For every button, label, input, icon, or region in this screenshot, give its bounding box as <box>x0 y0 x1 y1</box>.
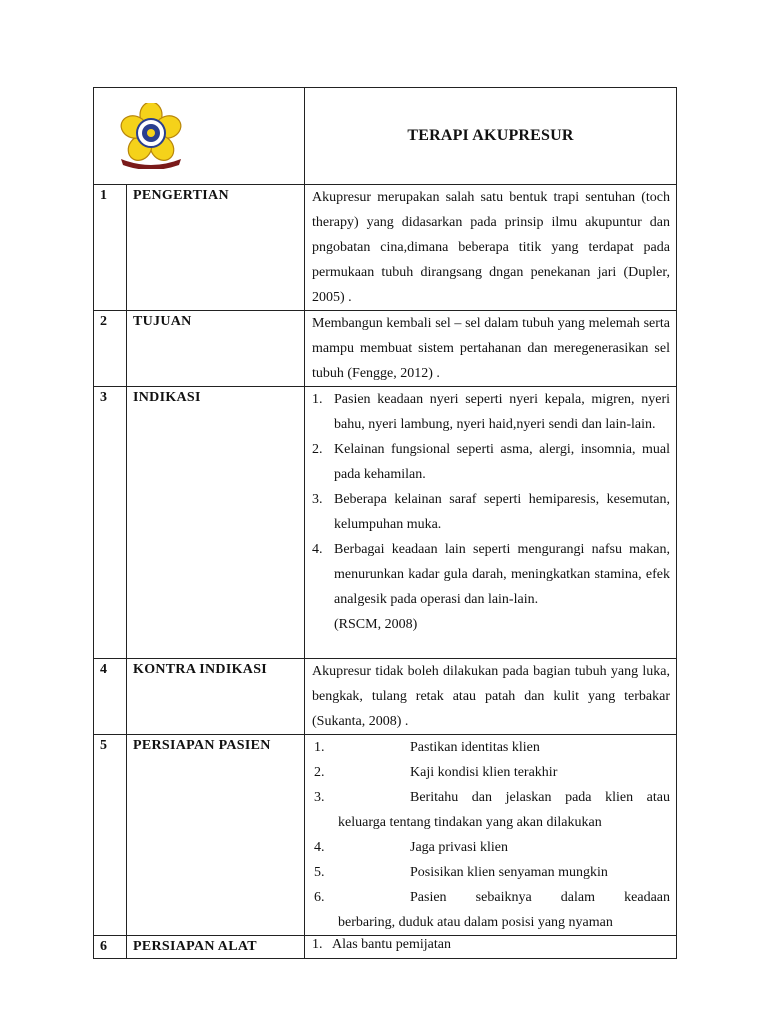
row-number: 3 <box>94 387 127 659</box>
purpose-text: Membangun kembali sel – sel dalam tubuh yang melemah serta mampu membuat sistem pertahanan dan meregenerasikan sel tubuh (Fengge, 2012) . <box>312 316 670 381</box>
list-item: 4. Jaga privasi klien <box>314 840 508 855</box>
section-row-persiapan-alat <box>94 936 677 959</box>
row-label: KONTRA INDIKASI <box>127 659 305 735</box>
sop-table <box>93 87 677 959</box>
university-emblem-icon <box>111 103 191 169</box>
list-item: 4. Berbagai keadaan lain seperti mengurangi nafsu makan, menurunkan kadar gula darah, meningkatkan stamina, efek analgesik pada operasi dan lain-lain. (RSCM, 2008) <box>312 537 670 637</box>
section-row-kontra-indikasi <box>94 659 677 735</box>
row-number: 4 <box>94 659 127 735</box>
patient-prep-list <box>312 735 670 935</box>
list-item: 5. Posisikan klien senyaman mungkin <box>314 865 608 880</box>
row-label: TUJUAN <box>127 311 305 387</box>
section-row-indikasi <box>94 387 677 659</box>
list-item: 1. Alas bantu pemijatan <box>312 937 451 952</box>
section-row-pengertian <box>94 185 677 311</box>
list-item: 1. Pastikan identitas klien <box>314 740 540 755</box>
list-item: 1. Pasien keadaan nyeri seperti nyeri kepala, migren, nyeri bahu, nyeri lambung, nyeri haid,nyeri sendi dan lain-lain. <box>312 392 670 432</box>
row-content <box>305 659 677 735</box>
indication-list <box>312 387 670 637</box>
logo-cell <box>94 88 305 185</box>
row-content <box>305 735 677 936</box>
section-row-persiapan-pasien <box>94 735 677 936</box>
row-number: 5 <box>94 735 127 936</box>
contraindication-text: Akupresur tidak boleh dilakukan pada bagian tubuh yang luka, bengkak, tulang retak atau patah dan kulit yang terbakar (Sukanta, 2008) . <box>312 664 670 729</box>
title-cell <box>305 88 677 185</box>
row-number: 2 <box>94 311 127 387</box>
row-label: PERSIAPAN ALAT <box>127 936 305 959</box>
section-row-tujuan <box>94 311 677 387</box>
row-label: PENGERTIAN <box>127 185 305 311</box>
reference-text: (RSCM, 2008) <box>334 617 418 632</box>
tool-prep-list <box>312 936 670 954</box>
list-item: 6. Pasien sebaiknya dalam keadaan berbaring, duduk atau dalam posisi yang nyaman <box>314 890 670 930</box>
document-title: TERAPI AKUPRESUR <box>407 127 574 144</box>
header-row <box>94 88 677 185</box>
list-item: 3. Beberapa kelainan saraf seperti hemiparesis, kesemutan, kelumpuhan muka. <box>312 492 670 532</box>
row-label: INDIKASI <box>127 387 305 659</box>
row-content <box>305 387 677 659</box>
list-item: 3. Beritahu dan jelaskan pada klien atau keluarga tentang tindakan yang akan dilakukan <box>314 790 670 830</box>
row-content <box>305 936 677 959</box>
row-number: 6 <box>94 936 127 959</box>
row-number: 1 <box>94 185 127 311</box>
list-item: 2. Kelainan fungsional seperti asma, alergi, insomnia, mual pada kehamilan. <box>312 442 670 482</box>
row-content <box>305 185 677 311</box>
definition-text: Akupresur merupakan salah satu bentuk trapi sentuhan (toch therapy) yang didasarkan pada prinsip ilmu akupuntur dan pngobatan cina,dimana beberapa titik yang terdapat pada permukaan tubuh dirangsang dngan penekanan jari (Dupler, 2005) . <box>312 190 670 305</box>
row-content <box>305 311 677 387</box>
list-item: 2. Kaji kondisi klien terakhir <box>314 765 558 780</box>
row-label: PERSIAPAN PASIEN <box>127 735 305 936</box>
